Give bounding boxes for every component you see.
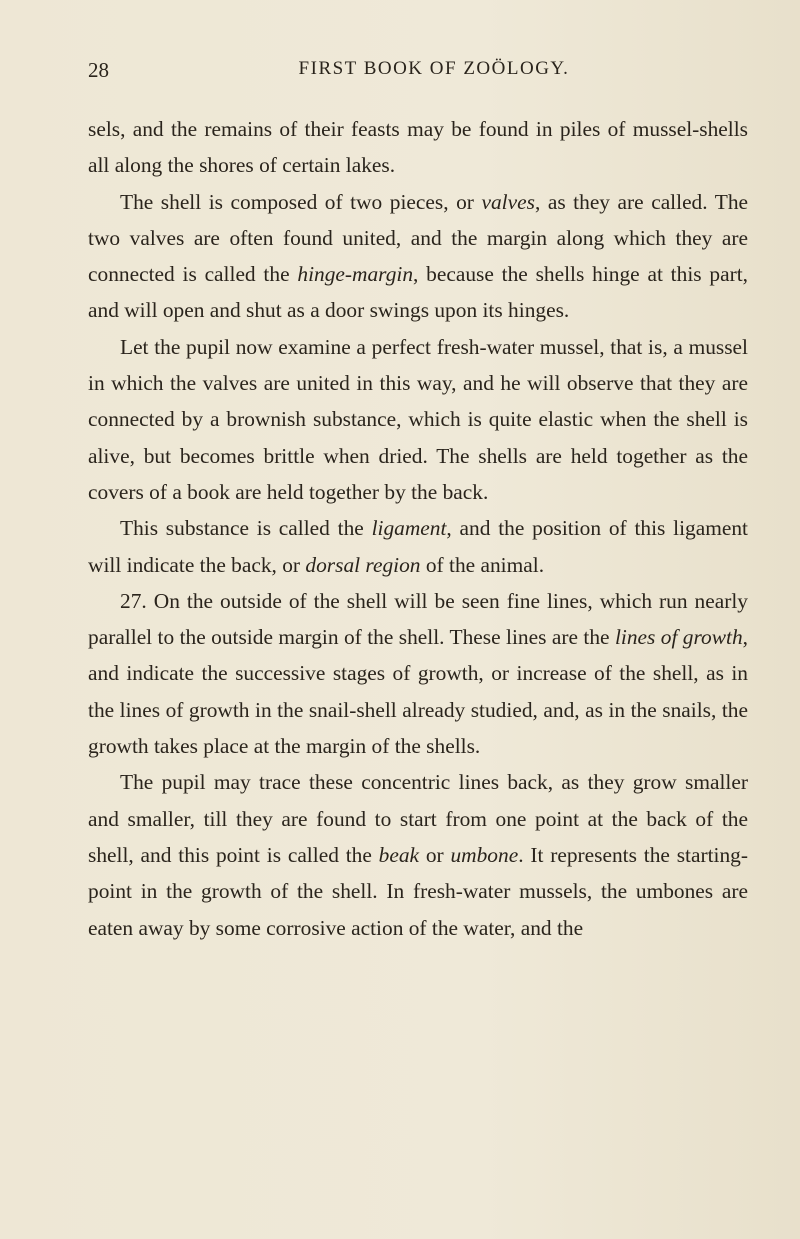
text-run: of the animal.	[420, 552, 545, 577]
italic-term: ligament	[371, 516, 447, 541]
paragraph	[88, 764, 748, 945]
italic-term: dorsal region	[305, 552, 421, 577]
paragraph	[88, 510, 748, 583]
paragraph	[88, 111, 748, 184]
paragraph	[88, 583, 748, 764]
text-run: . It represents the starting-point in the growth of the shell. In fresh-water mussels, the umbones are eaten away by some corrosive action of the water, and the	[88, 842, 748, 940]
text-run: The shell is composed of two pieces, or	[120, 189, 482, 214]
italic-term: hinge-margin	[297, 262, 414, 287]
text-run: Let the pupil now examine a perfect fresh-water mussel, that is, a mussel in which the valves are united in this way, and he will observe that they are connected by a brownish substance, which is quite elastic when the shell is alive, but becomes brittle when dried. The shells are held together as the covers of a book are held together by the back.	[88, 334, 748, 504]
text-run: , because the shells hinge at this part, and will open and shut as a door swings upon its hinges.	[88, 262, 748, 323]
paragraph	[88, 329, 748, 510]
body-text	[88, 111, 748, 946]
running-head: FIRST BOOK OF ZOÖLOGY.	[298, 58, 570, 79]
italic-term: valves	[481, 189, 535, 214]
text-run: sels, and the remains of their feasts may be found in piles of mussel-shells all along the shores of certain lakes.	[88, 117, 748, 178]
page-number: 28	[88, 58, 109, 82]
paragraph	[88, 184, 748, 329]
text-run: The pupil may trace these concentric lines back, as they grow smaller and smaller, till they are found to start from one point at the back of the shell, and this point is called the	[88, 770, 748, 867]
italic-term: beak	[378, 842, 420, 867]
text-run: , and indicate the successive stages of growth, or increase of the shell, as in the lines of growth in the snail-shell already studied, and, as in the snails, the growth takes place at the margin of the shells.	[88, 625, 748, 759]
text-run: , and the position of this ligament will indicate the back, or	[88, 516, 748, 577]
text-run: , as they are called. The two valves are often found united, and the margin along which they are connected is called the	[88, 189, 749, 287]
text-run: or	[419, 842, 451, 867]
page-header	[88, 58, 740, 92]
text-run: 27. On the outside of the shell will be seen fine lines, which run nearly parallel to the outside margin of the shell. These lines are the	[88, 588, 748, 650]
text-run: This substance is called the	[120, 516, 372, 541]
italic-term: lines of growth	[614, 625, 743, 650]
italic-term: umbone	[450, 842, 519, 867]
